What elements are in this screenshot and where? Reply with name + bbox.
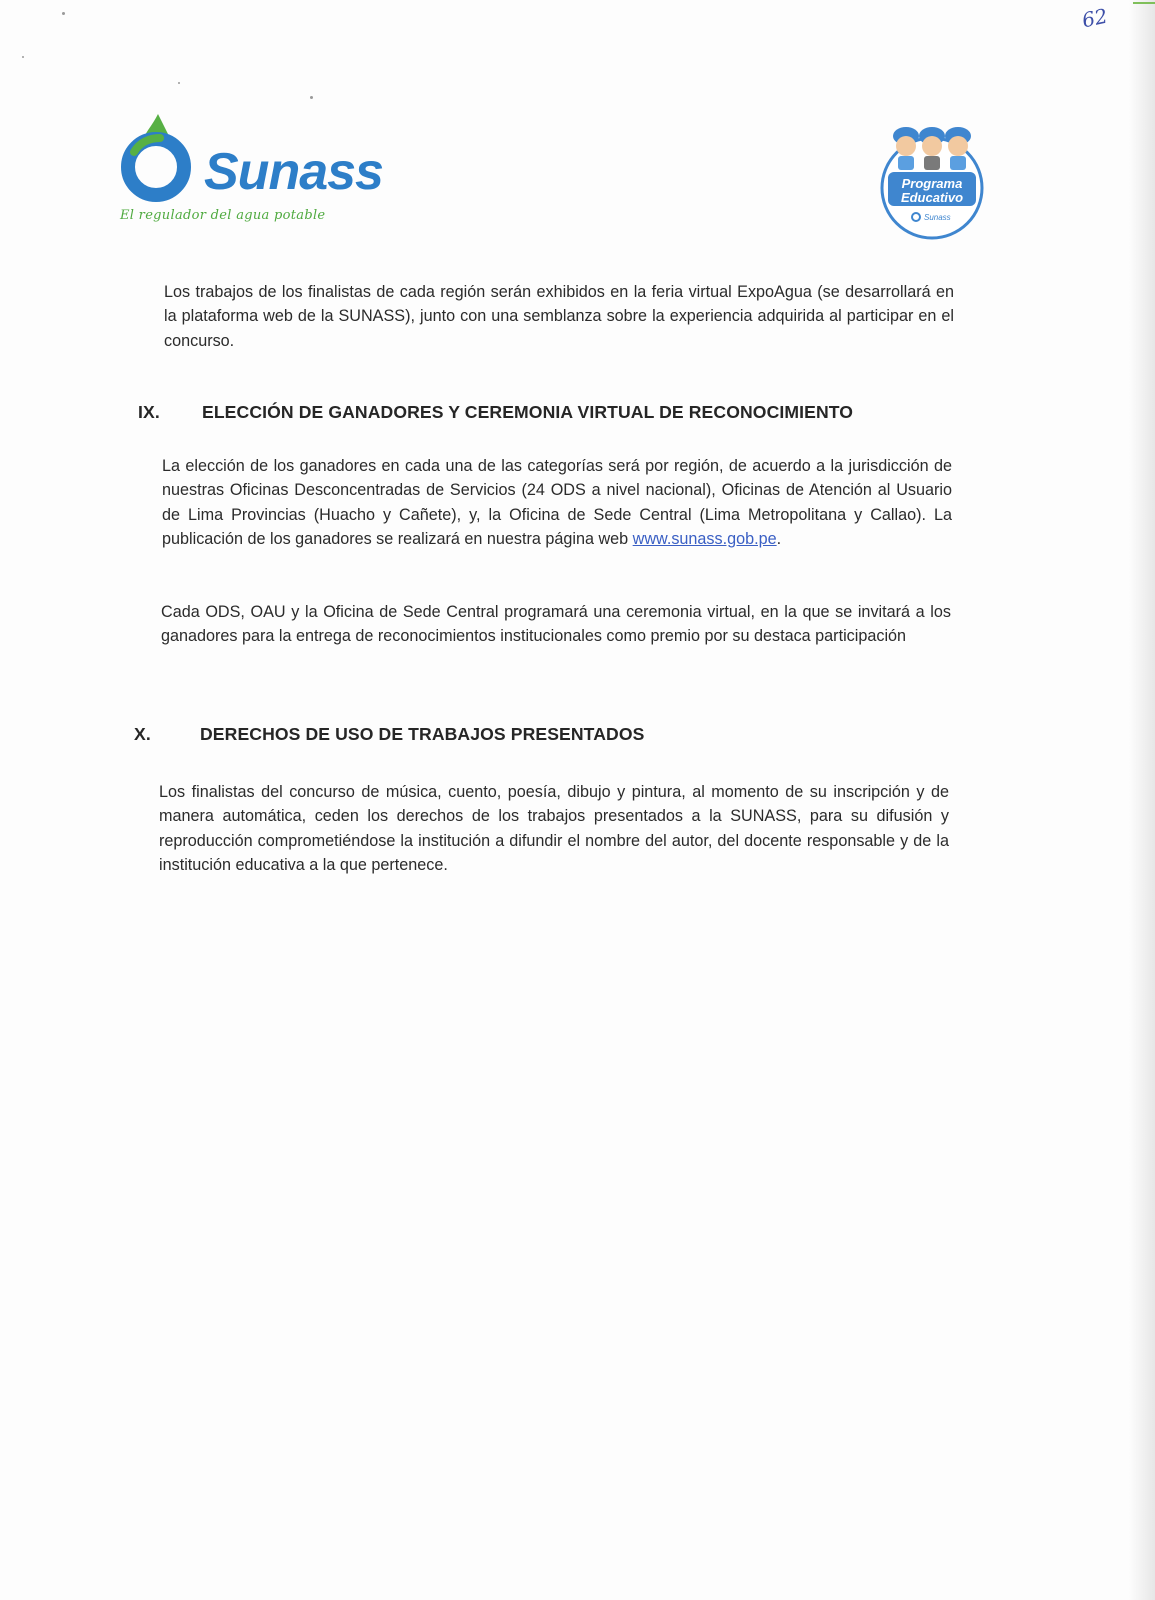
logo-tagline: El regulador del agua potable (120, 208, 326, 223)
intro-paragraph: Los trabajos de los finalistas de cada región serán exhibidos en la feria virtual ExpoAgua (se desarrollará en la plataforma web de la SUNASS), junto con una semblanza sobre la experiencia adquirida al participar en el concurso. (164, 283, 954, 350)
corner-mark (1133, 2, 1155, 4)
scan-speck (178, 82, 180, 84)
badge-line-2: Educativo (900, 190, 964, 205)
water-drop-icon (118, 112, 204, 202)
sunass-logo (118, 112, 418, 232)
section-ix-paragraph-1-end: . (776, 529, 782, 548)
children-mascot-icon (880, 124, 984, 240)
programa-educativo-badge (880, 124, 984, 240)
section-x-paragraph-1: Los finalistas del concurso de música, cuento, poesía, dibujo y pintura, al momento de su inscripción y de manera automática, ceden los derechos de los trabajos presentados a la SUNASS, para su difusión y reproducción comprometiéndose la institución a difundir el nombre del autor, del docente responsable y de la institución educativa a la que pertenece. (159, 783, 949, 874)
section-ix-heading (138, 402, 878, 428)
scan-speck (62, 12, 65, 15)
section-ix-paragraph-2: Cada ODS, OAU y la Oficina de Sede Central programará una ceremonia virtual, en la que se invitará a los ganadores para la entrega de reconocimientos institucionales como premio por su destaca participación (161, 603, 951, 646)
section-ix-title: ELECCIÓN DE GANADORES Y CEREMONIA VIRTUAL DE RECONOCIMIENTO (202, 402, 854, 422)
section-ix-number: IX. (138, 402, 160, 422)
section-x-number: X. (134, 724, 151, 744)
handwritten-page-number: 62 (1079, 3, 1110, 33)
badge-footer: Sunass (924, 213, 951, 222)
section-ix-paragraph-1-text: La elección de los ganadores en cada una de las categorías será por región, de acuerdo a la jurisdicción de nuestras Oficinas Desconcentradas de Servicios (24 ODS a nivel nacional), Oficinas de Atención al Usuario de Lima Provincias (Huacho y Cañete), y, la Oficina de Sede Central (Lima Metropolitana y Callao). La publicación de los ganadores se realizará en nuestra página web (162, 457, 952, 548)
section-ix-paragraph-1 (162, 454, 952, 551)
scan-speck (22, 56, 24, 58)
scan-speck (310, 96, 313, 99)
badge-line-1: Programa (901, 176, 963, 191)
section-x-heading (134, 724, 694, 750)
section-x-title: DERECHOS DE USO DE TRABAJOS PRESENTADOS (200, 724, 645, 744)
scan-edge-shadow (1129, 0, 1155, 1600)
sunass-website-link[interactable]: www.sunass.gob.pe (632, 529, 777, 548)
logo-wordmark: Sunass (204, 143, 383, 201)
